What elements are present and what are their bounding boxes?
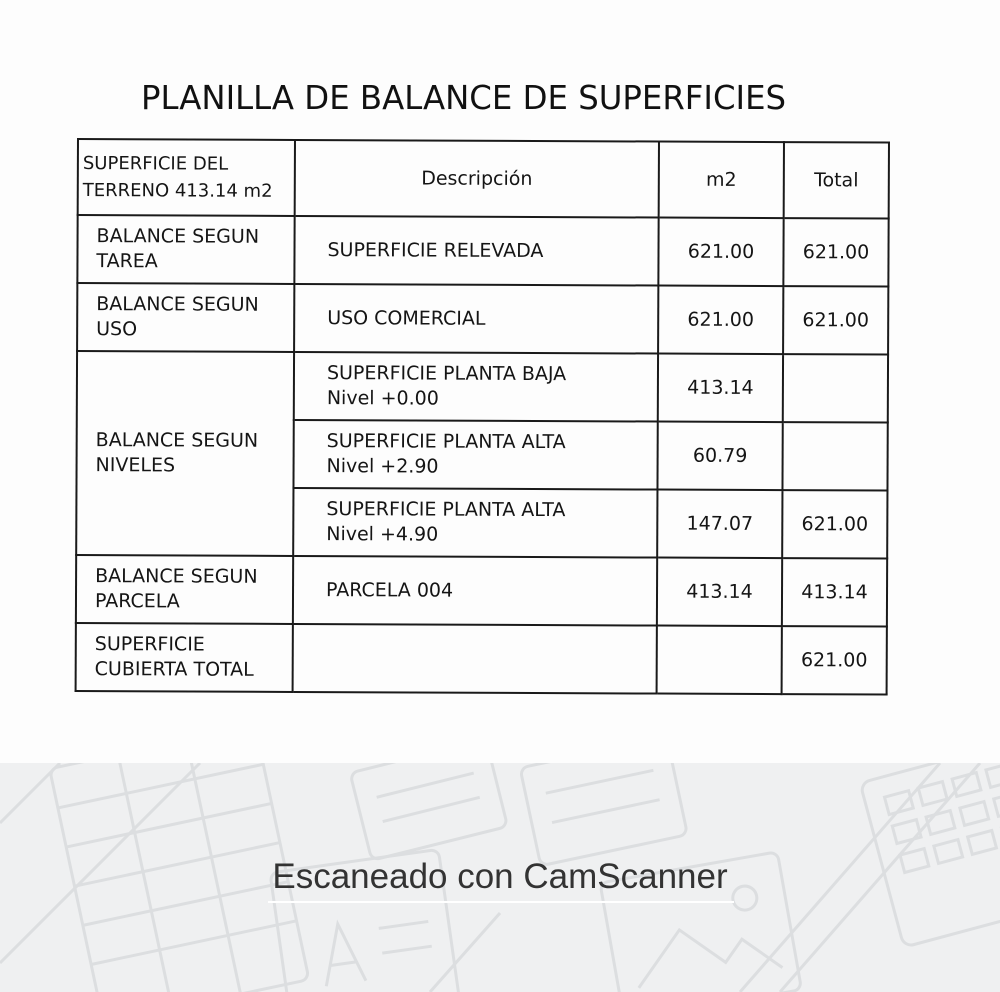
- category-line2: TAREA: [96, 250, 158, 273]
- table-row-tarea: [77, 215, 888, 287]
- header-category-line1: SUPERFICIE DEL: [82, 153, 229, 175]
- description-line2: Nivel +4.90: [326, 523, 439, 546]
- description-cell: SUPERFICIE RELEVADA: [294, 216, 658, 286]
- category-line2: CUBIERTA TOTAL: [94, 658, 254, 681]
- table-row-parcela: [76, 555, 887, 627]
- table-row-uso: [77, 283, 888, 355]
- surface-balance-table: [75, 138, 890, 696]
- header-category-cell: [78, 139, 295, 216]
- document-icon: [350, 763, 508, 860]
- header-total: Total: [784, 142, 889, 218]
- banner-divider: [268, 901, 734, 903]
- m2-cell: 621.00: [658, 218, 783, 287]
- description-line1: SUPERFICIE PLANTA ALTA: [326, 498, 566, 522]
- m2-cell: 413.14: [658, 354, 783, 423]
- category-cell: [76, 555, 293, 624]
- category-line2: NIVELES: [95, 454, 176, 477]
- header-description: Descripción: [295, 140, 659, 218]
- keyboard-icon: [860, 763, 1000, 947]
- camscanner-banner: [0, 763, 1000, 992]
- m2-cell: 413.14: [657, 558, 782, 627]
- description-line2: Nivel +0.00: [326, 387, 439, 410]
- category-line1: BALANCE SEGUN: [95, 565, 258, 588]
- category-line1: BALANCE SEGUN: [96, 293, 259, 316]
- m2-cell: 147.07: [657, 490, 782, 559]
- category-cell: [76, 623, 293, 692]
- description-line1: SUPERFICIE PLANTA ALTA: [326, 430, 566, 454]
- description-line1: SUPERFICIE PLANTA BAJA: [326, 362, 567, 386]
- document-title: PLANILLA DE BALANCE DE SUPERFICIES: [141, 78, 787, 117]
- description-cell: PARCELA 004: [293, 556, 657, 626]
- description-cell: USO COMERCIAL: [294, 284, 658, 354]
- category-line1: BALANCE SEGUN: [95, 429, 259, 452]
- m2-cell: 60.79: [657, 422, 782, 491]
- category-cell: [77, 215, 294, 284]
- total-cell: 621.00: [782, 490, 887, 558]
- description-cell: [293, 488, 657, 558]
- header-category-line2: TERRENO 413.14 m2: [82, 180, 273, 202]
- category-line2: USO: [96, 318, 138, 341]
- total-cell: [782, 422, 887, 490]
- category-line1: BALANCE SEGUN: [96, 225, 260, 248]
- category-line2: PARCELA: [94, 590, 180, 613]
- total-cell: 621.00: [783, 218, 888, 286]
- description-cell: [293, 420, 657, 490]
- table-row-niveles-1: [77, 351, 888, 423]
- category-cell: [77, 283, 294, 352]
- description-line2: Nivel +2.90: [326, 455, 439, 478]
- m2-cell: [657, 626, 782, 695]
- table-row-cubierta: [76, 623, 887, 695]
- description-cell: [293, 624, 657, 694]
- header-m2: m2: [659, 142, 784, 219]
- description-cell: [294, 352, 658, 422]
- category-cell: [76, 351, 294, 556]
- camscanner-watermark-text: Escaneado con CamScanner: [272, 857, 728, 896]
- total-cell: 621.00: [782, 626, 887, 694]
- category-line1: SUPERFICIE: [94, 633, 205, 656]
- total-cell: [783, 354, 888, 422]
- m2-cell: 621.00: [658, 286, 783, 355]
- total-cell: 413.14: [782, 558, 887, 626]
- total-cell: 621.00: [783, 286, 888, 354]
- receipt-icon: [520, 763, 688, 866]
- table-header-row: [78, 139, 889, 219]
